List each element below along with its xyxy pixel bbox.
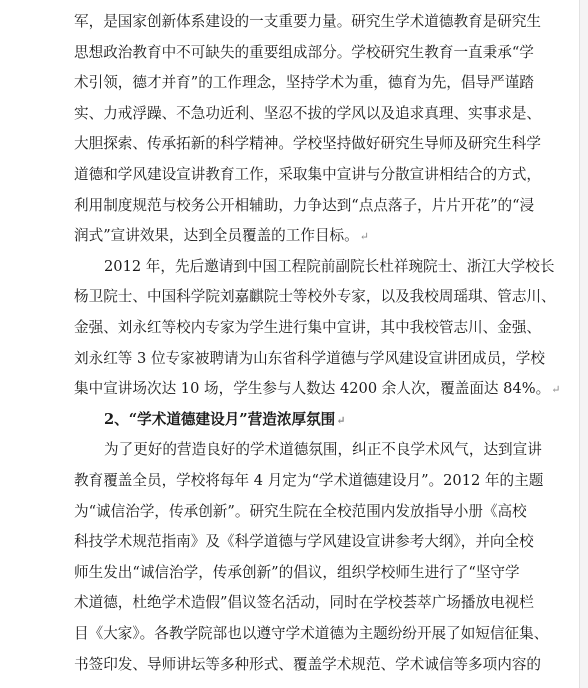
text-line [0, 589, 588, 617]
text-line [0, 69, 588, 97]
text-line [0, 222, 588, 250]
line-text: 润式”宣讲效果，达到全员覆盖的工作目标。 [74, 227, 359, 245]
line-text: 2012 年，先后邀请到中国工程院前副院长杜祥琬院士、浙江大学校长 [104, 257, 555, 275]
text-line [0, 192, 588, 220]
vertical-scrollbar[interactable] [579, 0, 588, 688]
text-line [0, 345, 588, 373]
paragraph-mark-icon: ↵ [336, 413, 346, 427]
line-text: 道德和学风建设宣讲教育工作，采取集中宣讲与分散宣讲相结合的方式， [74, 166, 542, 183]
text-line [0, 375, 588, 403]
paragraph-mark-icon: ↵ [551, 383, 561, 397]
line-text: 师生发出“诚信治学，传承创新”的倡议，组织学校师生进行了“坚守学 [74, 563, 520, 581]
line-text: 目《大家》。各教学院部也以遵守学术道德为主题纷纷开展了如短信征集、 [74, 625, 549, 642]
line-text: 金强、刘永红等校内专家为学生进行集中宣讲，其中我校管志川、金强、 [74, 319, 542, 336]
line-text: 2、“学术道德建设月”营造浓厚氛围 [104, 410, 336, 428]
text-line [0, 498, 588, 526]
text-line [0, 620, 588, 648]
text-line [0, 100, 588, 128]
line-text: 书签印发、导师讲坛等多种形式、覆盖学术规范、学术诚信等多项内容的 [74, 655, 542, 673]
text-line [0, 528, 588, 556]
text-line [0, 8, 588, 36]
text-line [0, 651, 588, 679]
line-text: 利用制度规范与校务公开相辅助，力争达到“点点落子，片片开花”的“浸 [74, 196, 535, 214]
line-text: 科技学术规范指南》及《科学道德与学风建设宣讲参考大纲》，并向全校 [74, 533, 534, 551]
line-text: 实、力戒浮躁、不急功近利、坚忍不拔的学风以及追求真理、实事求是、 [74, 104, 542, 122]
text-line [0, 161, 588, 189]
text-line [0, 130, 588, 158]
text-line [0, 436, 588, 464]
line-text: 军，是国家创新体系建设的一支重要力量。研究生学术道德教育是研究生 [74, 13, 542, 30]
text-line [0, 559, 588, 587]
text-line [0, 253, 588, 281]
line-text: 为了更好的营造良好的学术道德氛围，纠正不良学术风气，达到宣讲 [104, 441, 542, 459]
line-text: 为“诚信治学，传承创新”。研究生院在全校范围内发放指导小册《高校 [74, 502, 527, 520]
line-text: 思想政治教育中不可缺失的重要组成部分。学校研究生教育一直秉承“学 [74, 43, 534, 61]
line-text: 大胆探索、传承拓新的科学精神。学校坚持做好研究生导师及研究生科学 [74, 135, 542, 153]
section-heading [0, 406, 588, 434]
line-text: 教育覆盖全员，学校将每年 4 月定为“学术道德建设月”。2012 年的主题 [74, 472, 544, 489]
line-text: 术道德，杜绝学术造假”倡议签名活动，同时在学校荟萃广场播放电视栏 [74, 594, 534, 612]
line-text: 集中宣讲场次达 10 场，学生参与人数达 4200 余人次，覆盖面达 84%。 [74, 380, 551, 398]
line-text: 杨卫院士、中国科学院刘嘉麒院士等校外专家，以及我校周瑶琪、管志川、 [74, 288, 556, 306]
text-line [0, 39, 588, 67]
text-line [0, 314, 588, 342]
line-text: 刘永红等 3 位专家被聘请为山东省科学道德与学风建设宣讲团成员，学校 [74, 349, 545, 367]
text-line [0, 467, 588, 495]
paragraph-mark-icon: ↵ [359, 230, 369, 244]
text-line [0, 283, 588, 311]
line-text: 术引领，德才并育”的工作理念，坚持学术为重，德育为先，倡导严谨踏 [74, 74, 534, 92]
